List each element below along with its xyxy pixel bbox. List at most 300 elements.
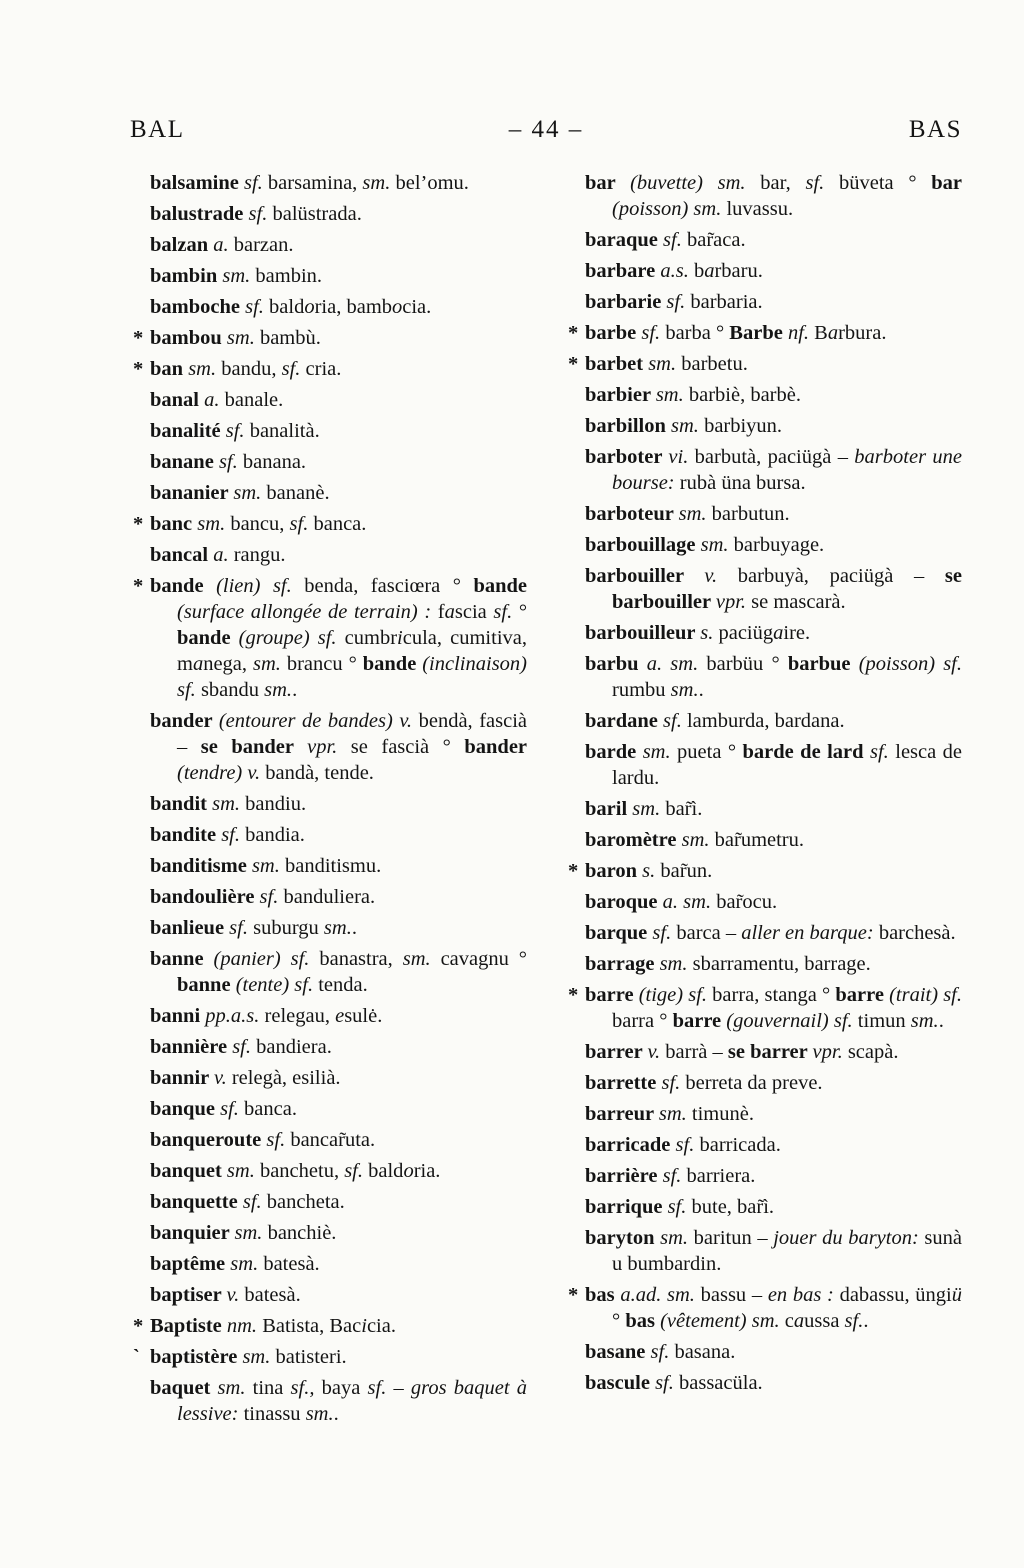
translation: barbaria. [685,291,763,313]
dictionary-entry [585,1339,962,1365]
translation: balüstrada. [267,203,362,225]
dictionary-entry [150,170,527,196]
translation: barzan. [228,234,294,256]
headword: banc [150,513,198,535]
grammar-or-gloss: sm. [226,327,255,349]
grammar-or-gloss: a [773,622,784,644]
headword: barde de lard [742,741,870,763]
dictionary-entry [133,1344,527,1370]
translation: ria. [413,1160,441,1182]
translation: rbaru. [714,260,763,282]
headword: banque [150,1098,221,1120]
translation: b [688,260,705,282]
headword: barque [585,922,653,944]
grammar-or-gloss: a.ad. sm. [620,1284,695,1306]
translation: bambin. [250,265,323,287]
grammar-or-gloss: (tendre) v. [177,762,261,784]
dictionary-entry [150,1251,527,1277]
translation: banchiè. [262,1222,337,1244]
translation: se mascarà. [746,591,846,613]
grammar-or-gloss: a [793,1310,805,1332]
dictionary-entry [150,449,527,475]
translation: bald [363,1160,404,1182]
translation: sbarramentu, barrage. [687,953,871,975]
grammar-or-gloss: vpr. [715,591,747,613]
headword: Barbe [729,322,788,344]
grammar-or-gloss: sf. [493,601,513,623]
grammar-or-gloss: (groupe) sf. [238,627,337,649]
right-column [568,170,963,1432]
translation: bel’omu. [390,172,469,194]
grammar-or-gloss: (lien) sf. [216,575,292,597]
translation: bancu, [225,513,290,535]
translation: cia. [402,296,432,318]
grammar-or-gloss: sm. [251,855,280,877]
translation: barbuyà, paciügà – [717,565,945,587]
running-head-left: BAL [130,116,185,143]
headword: barre [585,984,639,1006]
headword: bascule [585,1372,656,1394]
translation: bandà, tende. [260,762,374,784]
grammar-or-gloss: sf., [290,1377,315,1399]
grammar-or-gloss: sm. [659,953,688,975]
translation: banale. [219,389,284,411]
dictionary-entry [150,1034,527,1060]
grammar-or-gloss: sm. [233,482,262,504]
translation: barricada. [694,1134,781,1156]
dictionary-entry [568,1282,962,1334]
dictionary-entry [585,258,962,284]
translation: barbiè, barbè. [683,384,801,406]
translation: barca – [671,922,742,944]
translation: barra ° [612,1010,673,1032]
translation: bendà, fascià – [177,710,528,758]
headword: barbu [585,653,647,675]
grammar-or-gloss: sf. [344,1160,364,1182]
dictionary-entry [585,1194,962,1220]
translation: bandiu. [240,793,307,815]
grammar-or-gloss: sf. [289,513,309,535]
translation: dabassu, üngi [833,1284,952,1306]
headword: barboter [585,446,669,468]
grammar-or-gloss: a [192,653,204,675]
dictionary-entry [585,739,962,791]
translation: bar̃aca. [681,229,746,251]
dictionary-entry [585,796,962,822]
grammar-or-gloss: o [392,296,403,318]
dictionary-entry [585,413,962,439]
dictionary-entry [585,444,962,496]
grammar-or-gloss: sm. [230,1253,259,1275]
grammar-or-gloss: sf. [259,886,279,908]
headword: banlieue [150,917,230,939]
translation: barrà – [660,1041,728,1063]
grammar-or-gloss: a [444,601,455,623]
grammar-or-gloss: i [397,627,403,649]
headword: banquette [150,1191,243,1213]
translation: basana. [669,1341,736,1363]
homonym-marker: * [568,353,579,375]
translation: f [431,601,445,623]
translation: barra, stanga ° [707,984,836,1006]
translation: paciüg [713,622,774,644]
dictionary-entry [150,480,527,506]
headword: baraque [585,229,664,251]
translation: sulė. [344,1005,383,1027]
translation: baya [314,1377,368,1399]
dictionary-entry [150,1375,527,1427]
grammar-or-gloss: sm. [305,1403,334,1425]
grammar-or-gloss: sf. [367,1377,387,1399]
headword: barbue [787,653,859,675]
headword: barrette [585,1072,662,1094]
grammar-or-gloss: (surface allongée de terrain) : [177,601,432,623]
translation: cumbr [336,627,398,649]
dictionary-entry [568,858,962,884]
headword: banni [150,1005,206,1027]
grammar-or-gloss: sf. [663,229,682,251]
grammar-or-gloss: sm. [632,798,661,820]
translation: banana. [237,451,307,473]
grammar-or-gloss: en bas : [767,1284,834,1306]
grammar-or-gloss: a [827,322,839,344]
dictionary-entry [585,532,962,558]
headword: bande [473,575,527,597]
grammar-or-gloss: aller en barque: [741,922,874,944]
grammar-or-gloss: sm. [658,1103,687,1125]
grammar-or-gloss: sm. [217,1377,246,1399]
headword: barbe [585,322,642,344]
headword: baquet [150,1377,218,1399]
grammar-or-gloss: vi. [668,446,689,468]
grammar-or-gloss: o [304,296,315,318]
dictionary-entry [585,382,962,408]
translation: brancu ° [280,653,363,675]
grammar-or-gloss: sf. [667,1196,687,1218]
translation: barbiyun. [698,415,783,437]
headword: barbier [585,384,656,406]
translation: bald [263,296,305,318]
grammar-or-gloss: sf. [266,1129,286,1151]
grammar-or-gloss: sf. [245,296,264,318]
translation: rangu. [228,544,286,566]
translation: cavagnu ° [430,948,528,970]
translation: . [351,917,357,939]
headword: balustrade [150,203,249,225]
dictionary-entry [568,351,962,377]
translation: baritun – [688,1227,774,1249]
translation: c [779,1310,794,1332]
dictionary-entry [150,232,527,258]
translation: sbandu [195,679,265,701]
dictionary-entry [150,1158,527,1184]
headword: baron [585,860,643,882]
grammar-or-gloss: (buvette) sm. [630,172,746,194]
headword: bande [150,575,217,597]
running-head [130,116,962,144]
translation: lesca de lardu. [612,741,962,789]
dictionary-entry [585,289,962,315]
dictionary-entry [585,708,962,734]
headword: barbouiller [585,565,705,587]
grammar-or-gloss: sm. [671,415,699,437]
translation: cria. [300,358,342,380]
headword: bar [931,172,963,194]
headword: barde [585,741,643,763]
grammar-or-gloss: v. [226,1284,240,1306]
dictionary-entry [585,1101,962,1127]
grammar-or-gloss: sm. [264,679,293,701]
translation: bute, bar̃ì. [686,1196,775,1218]
headword: banqueroute [150,1129,267,1151]
translation: lamburda, bardana. [681,710,845,732]
dictionary-entry [585,1163,962,1189]
headword: bamboche [150,296,246,318]
headword: barbare [585,260,661,282]
grammar-or-gloss: sm. [678,503,707,525]
translation: berreta da preve. [680,1072,823,1094]
translation: ussa [804,1310,845,1332]
translation: rumbu [612,679,671,701]
dictionary-entry [133,573,528,703]
dictionary-entry [585,920,962,946]
grammar-or-gloss: vpr. [307,736,338,758]
grammar-or-gloss: sm. [910,1010,939,1032]
headword: barricade [585,1134,676,1156]
grammar-or-gloss: sf. [666,291,686,313]
dictionary-entry [150,1282,527,1308]
dictionary-entry [133,1313,527,1339]
translation: bandu, [216,358,282,380]
headword: bambou [150,327,227,349]
translation: ire. [783,622,811,644]
translation: banca. [308,513,367,535]
translation: relegà, esilià. [226,1067,341,1089]
grammar-or-gloss: pp.a.s. [205,1005,260,1027]
headword: barre [672,1010,727,1032]
headword: banditisme [150,855,252,877]
grammar-or-gloss: sf. [663,710,682,732]
headword: baryton [585,1227,661,1249]
translation: banalità. [244,420,320,442]
headword: bannière [150,1036,233,1058]
headword: banne [150,948,214,970]
grammar-or-gloss: v. [704,565,718,587]
grammar-or-gloss: sm. [660,1227,689,1249]
headword: bande [177,627,239,649]
translation: cia. [366,1315,396,1337]
translation: banca. [238,1098,297,1120]
dictionary-entry [150,201,527,227]
translation: suburgu [247,917,324,939]
translation: cula, cumitiva, m [177,627,527,675]
grammar-or-gloss: sm. [212,793,241,815]
grammar-or-gloss: ü [951,1284,962,1306]
headword: barboteur [585,503,679,525]
grammar-or-gloss: sf. [229,917,248,939]
headword: se barrer [727,1041,813,1063]
homonym-marker: * [568,860,579,882]
headword: barrer [585,1041,648,1063]
dictionary-entry [150,946,527,998]
dictionary-entry [568,982,962,1034]
headword: bardane [585,710,664,732]
grammar-or-gloss: nm. [226,1315,258,1337]
dictionary-entry [585,1225,962,1277]
headword: banal [150,389,205,411]
grammar-or-gloss: a. sm. [646,653,699,675]
homonym-marker: * [133,358,144,380]
dictionary-entry [585,563,962,615]
headword: balsamine [150,172,244,194]
headword: bas [585,1284,621,1306]
translation: B [809,322,828,344]
homonym-marker: * [133,575,144,597]
dictionary-entry [150,791,527,817]
grammar-or-gloss: sf. [232,1036,252,1058]
headword: barrage [585,953,660,975]
headword: baromètre [585,829,682,851]
grammar-or-gloss: v. [214,1067,227,1089]
grammar-or-gloss: sm. [242,1346,271,1368]
headword: banalité [150,420,226,442]
grammar-or-gloss: sf. [641,322,661,344]
dictionary-entry [150,418,527,444]
grammar-or-gloss: sf. [870,741,889,763]
headword: balzan [150,234,214,256]
headword: barbet [585,353,649,375]
translation: scia [454,601,494,623]
grammar-or-gloss: sf. [655,1372,674,1394]
translation: bandia. [240,824,305,846]
translation: bassacüla. [673,1372,763,1394]
grammar-or-gloss: sm. [234,1222,263,1244]
headword: barrière [585,1165,663,1187]
translation: . [938,1010,944,1032]
translation: pueta ° [670,741,743,763]
headword: bas [625,1310,661,1332]
translation: barbuyage. [728,534,825,556]
grammar-or-gloss: sm. [648,353,677,375]
translation: bambù. [254,327,321,349]
translation: barba ° [660,322,730,344]
translation: . [698,679,704,701]
grammar-or-gloss: a.s. [660,260,689,282]
grammar-or-gloss: barboter une bourse: [612,446,962,494]
headword: bandit [150,793,213,815]
translation: . [333,1403,339,1425]
translation: bar, [745,172,806,194]
dictionary-entry [585,1132,962,1158]
translation: bananè. [261,482,330,504]
homonym-marker: * [133,1315,144,1337]
translation: banchetu, [254,1160,345,1182]
translation: ° [512,601,528,623]
grammar-or-gloss: sf. [221,824,241,846]
dictionary-entry [585,1070,962,1096]
headword: barreur [585,1103,659,1125]
headword: bandoulière [150,886,260,908]
headword: baptistère [150,1346,243,1368]
grammar-or-gloss: a. sm. [662,891,712,913]
dictionary-entry [150,822,527,848]
dictionary-entry [150,1096,527,1122]
translation: bancheta. [261,1191,345,1213]
translation: tenda. [313,974,368,996]
headword: banquet [150,1160,227,1182]
headword: se barbouiller [612,565,962,613]
translation: barbutà, paciügà – [688,446,855,468]
grammar-or-gloss: (tige) sf. [638,984,708,1006]
translation: bar̃un. [655,860,713,882]
dictionary-entry [150,294,527,320]
grammar-or-gloss: a. [213,544,229,566]
translation: tinassu [238,1403,306,1425]
dictionary-entry [150,1127,527,1153]
dictionary-entry [585,1370,962,1396]
dictionary-entry [585,651,962,703]
grammar-or-gloss: sm. [362,172,391,194]
grammar-or-gloss: a. [213,234,229,256]
translation: benda, fasciœra ° [291,575,474,597]
grammar-or-gloss: sf. [652,922,672,944]
homonym-marker: * [133,327,144,349]
grammar-or-gloss: sm. [226,1160,255,1182]
translation: barchesà. [873,922,956,944]
translation: scapà. [842,1041,899,1063]
translation: bar̃ì. [660,798,703,820]
headword: bander [150,710,219,732]
grammar-or-gloss: sm. [700,534,729,556]
grammar-or-gloss: jouer du baryton: [773,1227,919,1249]
grammar-or-gloss: v. [647,1041,661,1063]
dictionary-entry [150,1003,527,1029]
grammar-or-gloss: e [335,1005,345,1027]
dictionary-entry [133,356,527,382]
dictionary-entry [150,853,527,879]
translation: banditismu. [279,855,382,877]
translation: ° [612,1310,626,1332]
grammar-or-gloss: sf. [248,203,268,225]
translation: . [292,679,298,701]
dictionary-entry [150,708,527,786]
grammar-or-gloss: sm. [188,358,217,380]
translation: . [863,1310,869,1332]
headword: banquier [150,1222,235,1244]
headword: barbouilleur [585,622,701,644]
grammar-or-gloss: sm. [222,265,251,287]
headword: bar [585,172,631,194]
translation: barriera. [681,1165,756,1187]
dictionary-entry [150,542,527,568]
dictionary-entry [150,1065,527,1091]
dictionary-entry [585,170,962,222]
translation: banastra, [309,948,403,970]
grammar-or-gloss: sm. [681,829,710,851]
grammar-or-gloss: sf. [675,1134,695,1156]
headword: bandite [150,824,222,846]
grammar-or-gloss: sf. [225,420,245,442]
dictionary-entry [585,620,962,646]
grammar-or-gloss: s. [700,622,714,644]
grammar-or-gloss: sf. [243,172,263,194]
translation: barsamina, [262,172,363,194]
translation: bar̃ocu. [711,891,778,913]
running-head-right: BAS [908,116,962,143]
homonym-marker: * [568,984,579,1006]
text-columns [130,170,962,1432]
dictionary-entry [585,1039,962,1065]
